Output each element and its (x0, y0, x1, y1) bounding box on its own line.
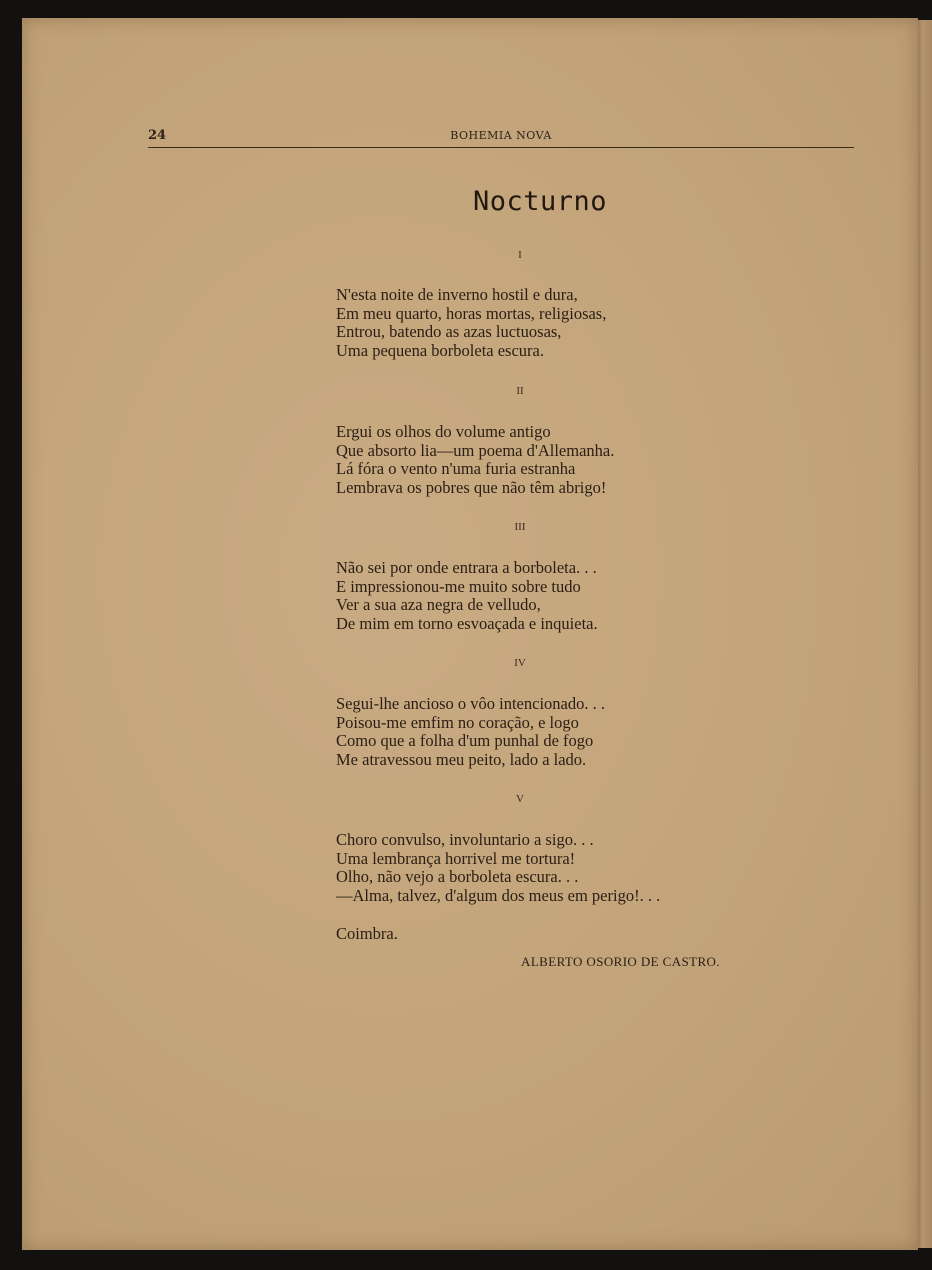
stanza (336, 559, 736, 633)
verse-line: De mim em torno esvoaçada e inquieta. (336, 613, 598, 633)
stanza-numeral: III (514, 521, 526, 533)
verse-line: Em meu quarto, horas mortas, religiosas, (336, 303, 607, 323)
verse-line: N'esta noite de inverno hostil e dura, (336, 285, 578, 304)
verse-line: Como que a folha d'um punhal de fogo (336, 731, 594, 750)
author-signature: ALBERTO OSORIO DE CASTRO. (521, 954, 720, 969)
poem-title: Nocturno (472, 186, 608, 217)
verse-line: Choro convulso, involuntario a sigo. . . (336, 830, 594, 849)
stanza (336, 286, 736, 360)
verse-line: Me atravessou meu peito, lado a lado. (336, 749, 587, 769)
verse-line: Uma lembrança horrivel me tortura! (336, 848, 576, 868)
verse-line: Lembrava os pobres que não têm abrigo! (336, 477, 607, 497)
stanza-numeral: I (518, 249, 522, 261)
stanza (336, 423, 736, 497)
running-header (148, 125, 854, 147)
verse-line: Ver a sua aza negra de velludo, (336, 595, 541, 614)
stanza-numeral: V (516, 793, 524, 805)
verse-line: —Alma, talvez, d'algum dos meus em perigo!. . . (336, 885, 661, 905)
verse-line: Ergui os olhos do volume antigo (336, 422, 551, 441)
verse-line: Poisou-me emfim no coração, e logo (336, 712, 579, 732)
stanza (336, 831, 736, 905)
header-rule (148, 147, 854, 148)
stanza-numeral: II (516, 385, 524, 397)
running-title: BOHEMIA NOVA (450, 129, 552, 142)
stanza-numeral: IV (514, 657, 526, 669)
verse-line: Que absorto lia—um poema d'Allemanha. (336, 440, 615, 460)
verse-line: Uma pequena borboleta escura. (336, 340, 544, 360)
verse-line: Lá fóra o vento n'uma furia estranha (336, 459, 576, 478)
verse-line: Segui-lhe ancioso o vôo intencionado. . . (336, 694, 605, 713)
verse-line: Entrou, batendo as azas luctuosas, (336, 322, 562, 341)
place-line: Coimbra. (336, 924, 398, 943)
verse-line: E impressionou-me muito sobre tudo (336, 576, 581, 596)
book-spine-edge (916, 20, 932, 1248)
stanza (336, 695, 736, 769)
page-number: 24 (148, 128, 167, 143)
verse-line: Olho, não vejo a borboleta escura. . . (336, 867, 579, 886)
verse-line: Não sei por onde entrara a borboleta. . . (336, 558, 597, 577)
